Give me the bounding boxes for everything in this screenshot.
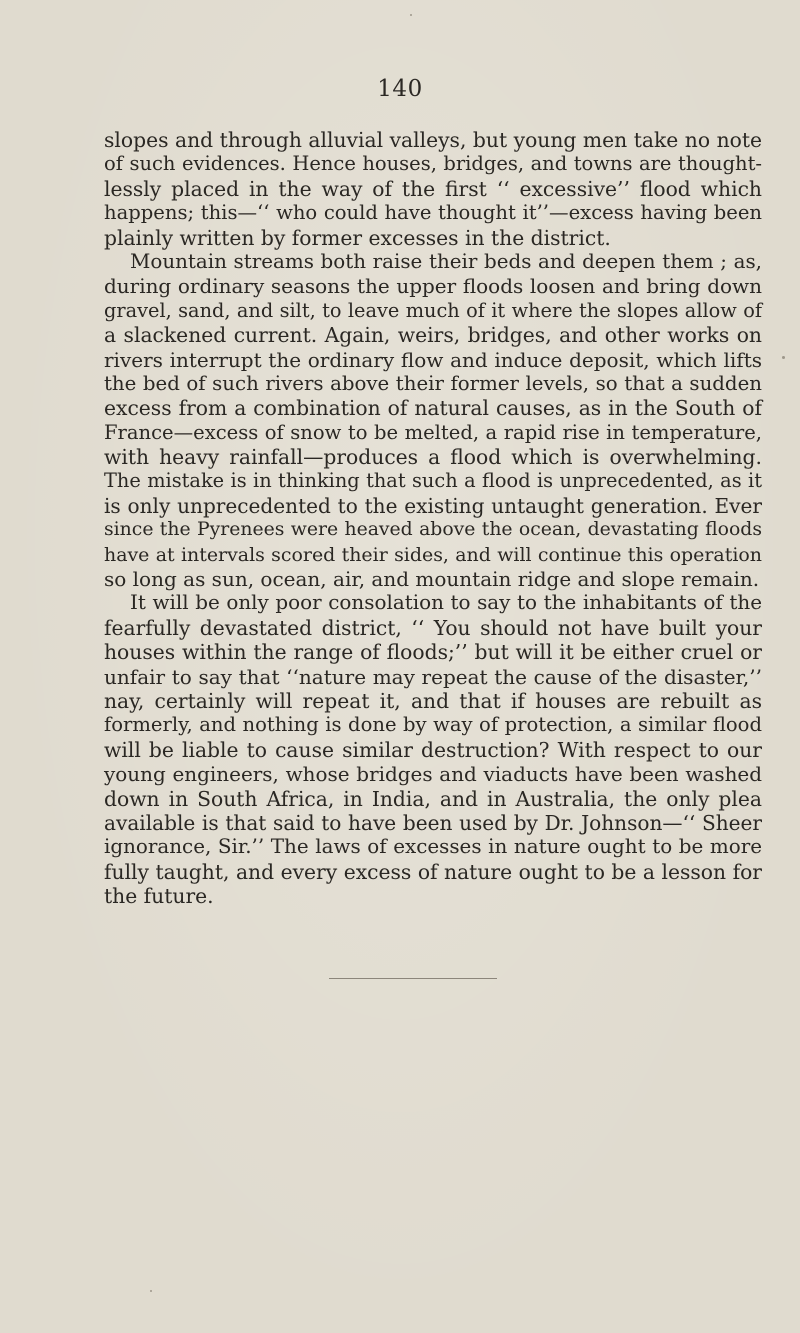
text-line: gravel, sand, and silt, to leave much of it where the slopes allow of (104, 298, 762, 322)
text-line: formerly, and nothing is done by way of protection, a similar flood (104, 713, 762, 737)
text-line: fully taught, and every excess of nature ought to be a lesson for (104, 859, 762, 884)
text-line: down in South Africa, in India, and in Australia, the only plea (104, 786, 762, 811)
page-number: 140 (377, 76, 423, 102)
text-line: the bed of such rivers above their former levels, so that a sudden (104, 371, 762, 395)
paper-speck (150, 1290, 152, 1292)
end-rule (329, 978, 497, 979)
text-line: plainly written by former excesses in the district. (104, 225, 611, 250)
text-line: during ordinary seasons the upper floods loosen and bring down (104, 274, 762, 299)
text-line: The mistake is in thinking that such a flood is unprecedented, as it (104, 469, 762, 493)
text-line: fearfully devastated district, ‘‘ You should not have built your (104, 615, 762, 640)
text-line: happens; this—‘‘ who could have thought it’’—excess having been (104, 201, 762, 225)
text-line: lessly placed in the way of the first ‘‘ excessive’’ flood which (104, 176, 762, 201)
text-line: is only unprecedented to the existing untaught generation. Ever (104, 493, 762, 518)
text-line: rivers interrupt the ordinary flow and induce deposit, which lifts (104, 347, 762, 372)
text-line: have at intervals scored their sides, and will continue this operation (104, 543, 762, 566)
text-line: France—excess of snow to be melted, a rapid rise in temperature, (104, 420, 762, 444)
text-line: so long as sun, ocean, air, and mountain ridge and slope remain. (104, 567, 760, 592)
text-line: the future. (104, 884, 214, 909)
text-line: since the Pyrenees were heaved above the ocean, devastating floods (104, 519, 762, 541)
paper-speck (782, 356, 785, 359)
text-line: young engineers, whose bridges and viaducts have been washed (104, 762, 762, 787)
text-line: of such evidences. Hence houses, bridges, and towns are thought- (104, 152, 762, 176)
text-line: will be liable to cause similar destruction? With respect to our (104, 737, 762, 762)
text-line: ignorance, Sir.’’ The laws of excesses in nature ought to be more (104, 835, 762, 859)
text-line: nay, certainly will repeat it, and that if houses are rebuilt as (104, 688, 762, 713)
text-line: houses within the range of floods;’’ but will it be either cruel or (104, 640, 762, 665)
text-line: with heavy rainfall—produces a flood which is overwhelming. (104, 445, 762, 470)
text-line: unfair to say that ‘‘nature may repeat the cause of the disaster,’’ (104, 664, 762, 689)
text-line: available is that said to have been used by Dr. Johnson—‘‘ Sheer (104, 810, 762, 835)
text-line: slopes and through alluvial valleys, but young men take no note (104, 128, 762, 152)
text-line: a slackened current. Again, weirs, bridges, and other works on (104, 323, 762, 348)
paper-speck (410, 14, 412, 16)
text-line: excess from a combination of natural causes, as in the South of (104, 396, 762, 421)
body-text (104, 128, 762, 909)
text-line: It will be only poor consolation to say to the inhabitants of the (130, 591, 762, 615)
text-line: Mountain streams both raise their beds and deepen them ; as, (130, 249, 762, 273)
